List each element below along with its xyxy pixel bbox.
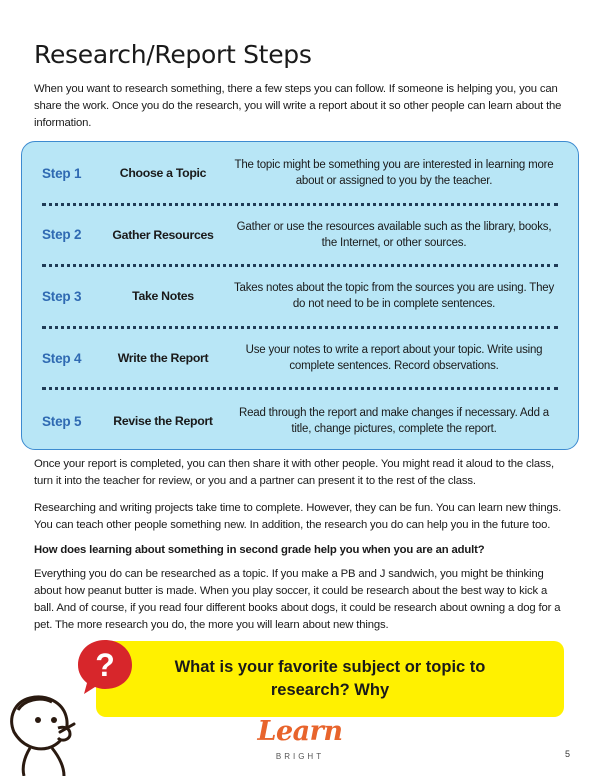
step-row (42, 206, 558, 268)
step-row (42, 144, 558, 206)
step-name: Choose a Topic (119, 166, 207, 181)
question-mark: ? (95, 647, 115, 683)
logo-bright-text: BRIGHT (275, 752, 325, 761)
step-number: Step 5 (42, 413, 82, 429)
step-name: Take Notes (132, 289, 194, 304)
steps-table (21, 141, 579, 450)
step-row (42, 390, 558, 452)
page-title: Research/Report Steps (34, 40, 312, 69)
step-name: Gather Resources (112, 227, 214, 242)
step-number: Step 1 (42, 165, 82, 181)
step-description: Use your notes to write a report about your topic. Write using complete sentences. Record observations. (245, 344, 543, 373)
step-row (42, 329, 558, 391)
step-description: Gather or use the resources available such as the library, books, the Internet, or other sources. (236, 220, 552, 249)
learn-bright-logo (236, 716, 364, 774)
thinking-child-illustration (0, 680, 110, 776)
step-name: Write the Report (117, 351, 209, 366)
intro-paragraph: When you want to research something, there a few steps you can follow. If someone is helping you, you can share the work. Once you do the research, you will write a report about it so other people can learn about the information. (34, 83, 562, 129)
examples-paragraph: Everything you do can be researched as a topic. If you make a PB and J sandwich, you might be thinking about how peanut butter is made. When you play soccer, it could be research about the best way to kick a ball. And of course, if you read four different books about dogs, it could be research about owning a dog for a pet. The more research you do, the more you will learn about new things. (34, 568, 561, 631)
step-description: Read through the report and make changes if necessary. Add a title, change pictures, complete the report. (239, 407, 549, 436)
step-description: Takes notes about the topic from the sources you are using. They do not need to be in complete sentences. (233, 282, 555, 311)
step-name: Revise the Report (113, 414, 213, 429)
fun-paragraph: Researching and writing projects take time to complete. However, they can be fun. You can learn new things. You can teach other people something new. In addition, the research you do can help you in the future too. (34, 502, 562, 531)
logo-learn-text: Learn (257, 716, 343, 747)
step-number: Step 3 (42, 288, 82, 304)
step-row (42, 267, 558, 329)
page-number: 5 (565, 749, 571, 759)
step-description: The topic might be something you are interested in learning more about or assigned to you by the teacher. (234, 159, 554, 188)
sharing-paragraph: Once your report is completed, you can then share it with other people. You might read it aloud to the class, turn it into the teacher for review, or you and a partner can present it to the rest of the class. (34, 458, 554, 487)
prompt-text: What is your favorite subject or topic to research? Why (174, 658, 486, 699)
question-heading: How does learning about something in second grade help you when you are an adult? (34, 544, 485, 556)
prompt-callout (96, 641, 564, 717)
step-number: Step 4 (42, 350, 82, 366)
step-number: Step 2 (42, 227, 82, 243)
